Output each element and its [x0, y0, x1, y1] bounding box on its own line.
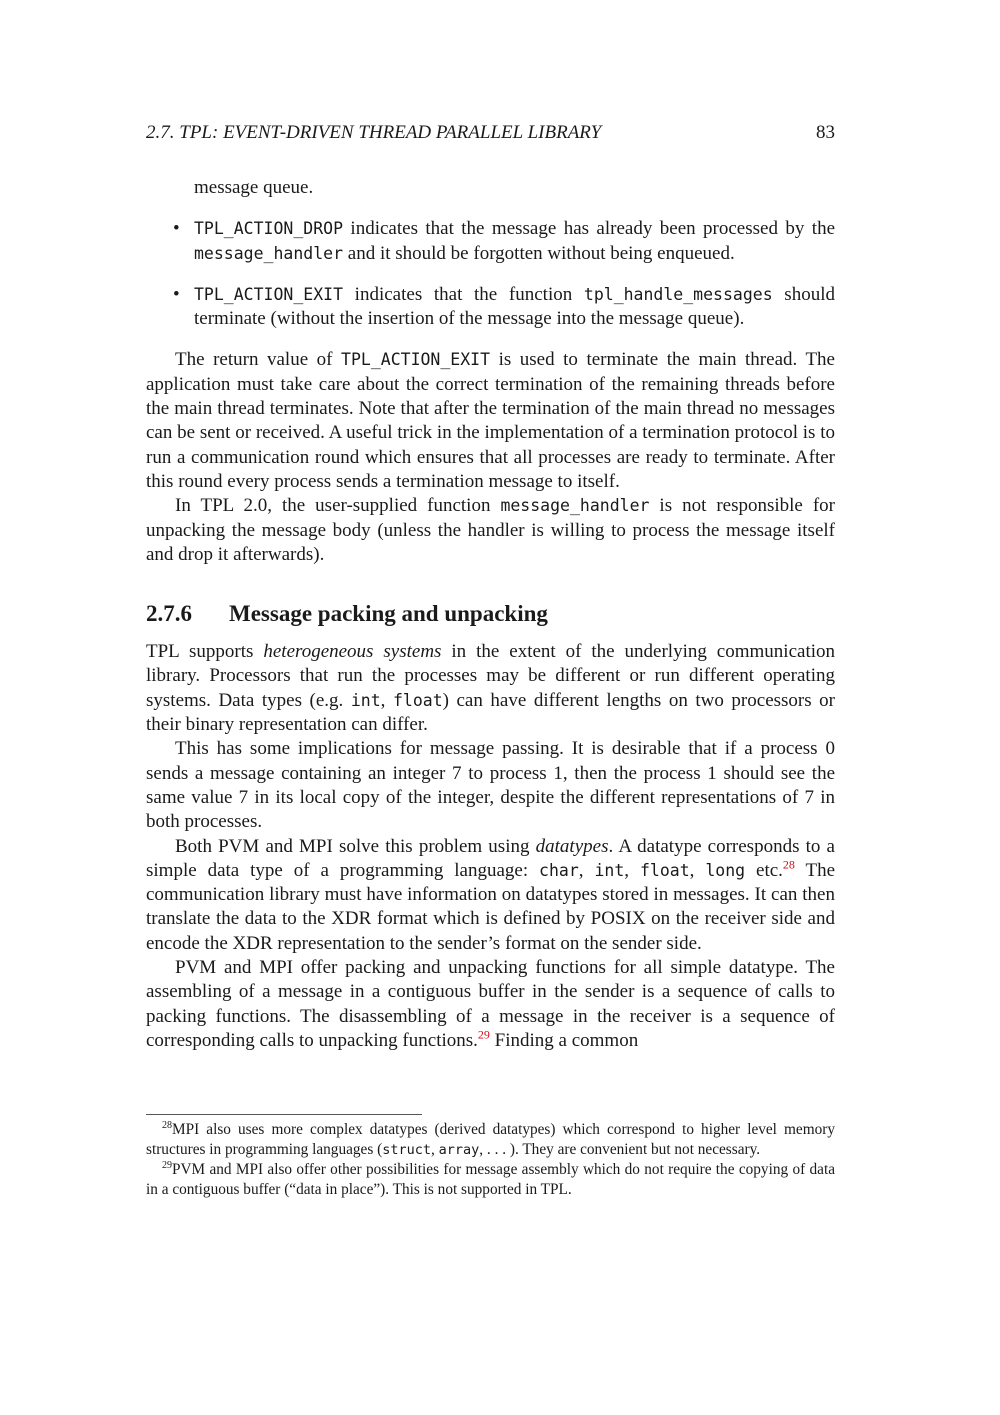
footnote-rule: [146, 1114, 422, 1115]
list-item-text: should terminate (without the insertion of the message into the message queue).: [194, 283, 835, 330]
paragraph-tpl20: [146, 494, 835, 567]
inline-code: tpl_handle_messages: [583, 284, 773, 304]
paragraph-heterogeneous: [146, 640, 835, 737]
bullet-icon: •: [173, 218, 180, 240]
footnote-mark: 28: [162, 1119, 172, 1131]
text-run: The return value of: [175, 349, 342, 371]
running-header-title: 2.7. TPL: EVENT-DRIVEN THREAD PARALLEL LIBRARY: [146, 122, 602, 143]
paragraph-implications: This has some implications for message passing. It is desirable that if a process 0 sends a message containing an integer 7 to process 1, then the process 1 should see the same value 7 in its local copy of the integer, despite the different representations of 7 in both processes.: [146, 738, 835, 833]
text-run: ,: [689, 859, 706, 881]
page-number: 83: [816, 122, 835, 143]
emphasis: heterogeneous systems: [263, 641, 442, 663]
section-heading: [146, 600, 835, 628]
inline-code: message_handler: [194, 243, 344, 263]
list-item: [146, 217, 835, 266]
footnote-ref-29[interactable]: 29: [477, 1027, 490, 1042]
inline-code: long: [705, 860, 746, 880]
inline-code: array: [438, 1142, 480, 1158]
text-run: Finding a common: [489, 1029, 639, 1051]
text-run: ,: [578, 859, 595, 881]
section-number: 2.7.6: [146, 601, 192, 627]
text-run: MPI also uses more complex datatypes (derived datatypes) which correspond to higher level memory structures in programming languages (: [146, 1121, 835, 1158]
paragraph-packing: [146, 956, 835, 1053]
paragraph-exit: [146, 348, 835, 494]
text-run: PVM and MPI offer packing and unpacking functions for all simple datatype. The assembling of a message in a contiguous buffer in the sender is a sequence of calls to packing functions. The disassembling of a message in the receiver is a sequence of corresponding calls to unpacking functions.: [146, 957, 835, 1051]
continuation-text: message queue.: [194, 177, 314, 198]
list-item-text: indicates that the message has already been processed by the: [343, 218, 835, 240]
action-list: [146, 217, 835, 331]
text-run: In TPL 2.0, the user-supplied function: [175, 495, 501, 517]
inline-code: int: [350, 690, 381, 710]
inline-code: int: [594, 860, 625, 880]
text-run: , . . . ). They are convenient but not necessary.: [479, 1141, 761, 1158]
inline-code: TPL_ACTION_EXIT: [194, 284, 344, 304]
text-run: ,: [430, 1141, 439, 1158]
footnote-28: [146, 1120, 835, 1160]
list-item-text: indicates that the function: [343, 283, 584, 305]
footnote-mark: 29: [162, 1159, 172, 1171]
text-run: PVM and MPI also offer other possibilities for message assembly which do not require the copying of data in a contiguous buffer (“data in place”). This is not supported in TPL.: [146, 1161, 835, 1198]
footnote-29: [146, 1160, 835, 1200]
body-text: [146, 176, 835, 1053]
bullet-icon: •: [173, 283, 180, 305]
text-run: ,: [380, 689, 393, 711]
inline-code: TPL_ACTION_EXIT: [341, 350, 491, 370]
inline-code: float: [392, 690, 443, 710]
list-item-text: and it should be forgotten without being enqueued.: [343, 242, 735, 264]
text-run: is used to terminate the main thread. The application must take care about the correct termination of the remaining threads before the main thread terminates. Note that after the termination of the main thread no messages can be sent or received. A useful trick in the implementation of a termination protocol is to run a communication round which ensures that all processes are ready to terminate. After this round every process sends a termination message to itself.: [146, 349, 835, 492]
footnotes: [146, 1114, 835, 1200]
text-run: in the extent of the underlying communication library. Processors that run the processes may be different or run different operating systems. Data types (e.g.: [146, 641, 836, 711]
text-run: is not responsible for unpacking the message body (unless the handler is willing to process the message itself and drop it afterwards).: [146, 495, 835, 565]
inline-code: TPL_ACTION_DROP: [194, 219, 344, 239]
text-run: TPL supports: [146, 641, 264, 663]
text-run: The communication library must have information on datatypes stored in messages. It can then translate the data to the XDR format which is defined by POSIX on the receiver side and encode the XDR representation to the sender’s format on the sender side.: [146, 859, 836, 954]
footnote-ref-28[interactable]: 28: [782, 857, 795, 872]
inline-code: float: [639, 860, 690, 880]
paragraph-datatypes: [146, 835, 835, 956]
text-run: ) can have different lengths on two processors or their binary representation can differ.: [146, 689, 836, 736]
text-run: ,: [624, 859, 640, 881]
section-title: Message packing and unpacking: [229, 601, 548, 627]
emphasis: datatypes: [535, 835, 609, 857]
list-item: [146, 283, 835, 332]
text-run: Both PVM and MPI solve this problem using: [175, 835, 536, 857]
inline-code: message_handler: [500, 496, 650, 516]
inline-code: struct: [382, 1142, 431, 1158]
inline-code: char: [539, 860, 579, 880]
text-run: . A datatype corresponds to a simple data type of a programming language:: [146, 835, 835, 881]
running-header: [146, 121, 835, 145]
text-run: etc.: [745, 859, 783, 881]
